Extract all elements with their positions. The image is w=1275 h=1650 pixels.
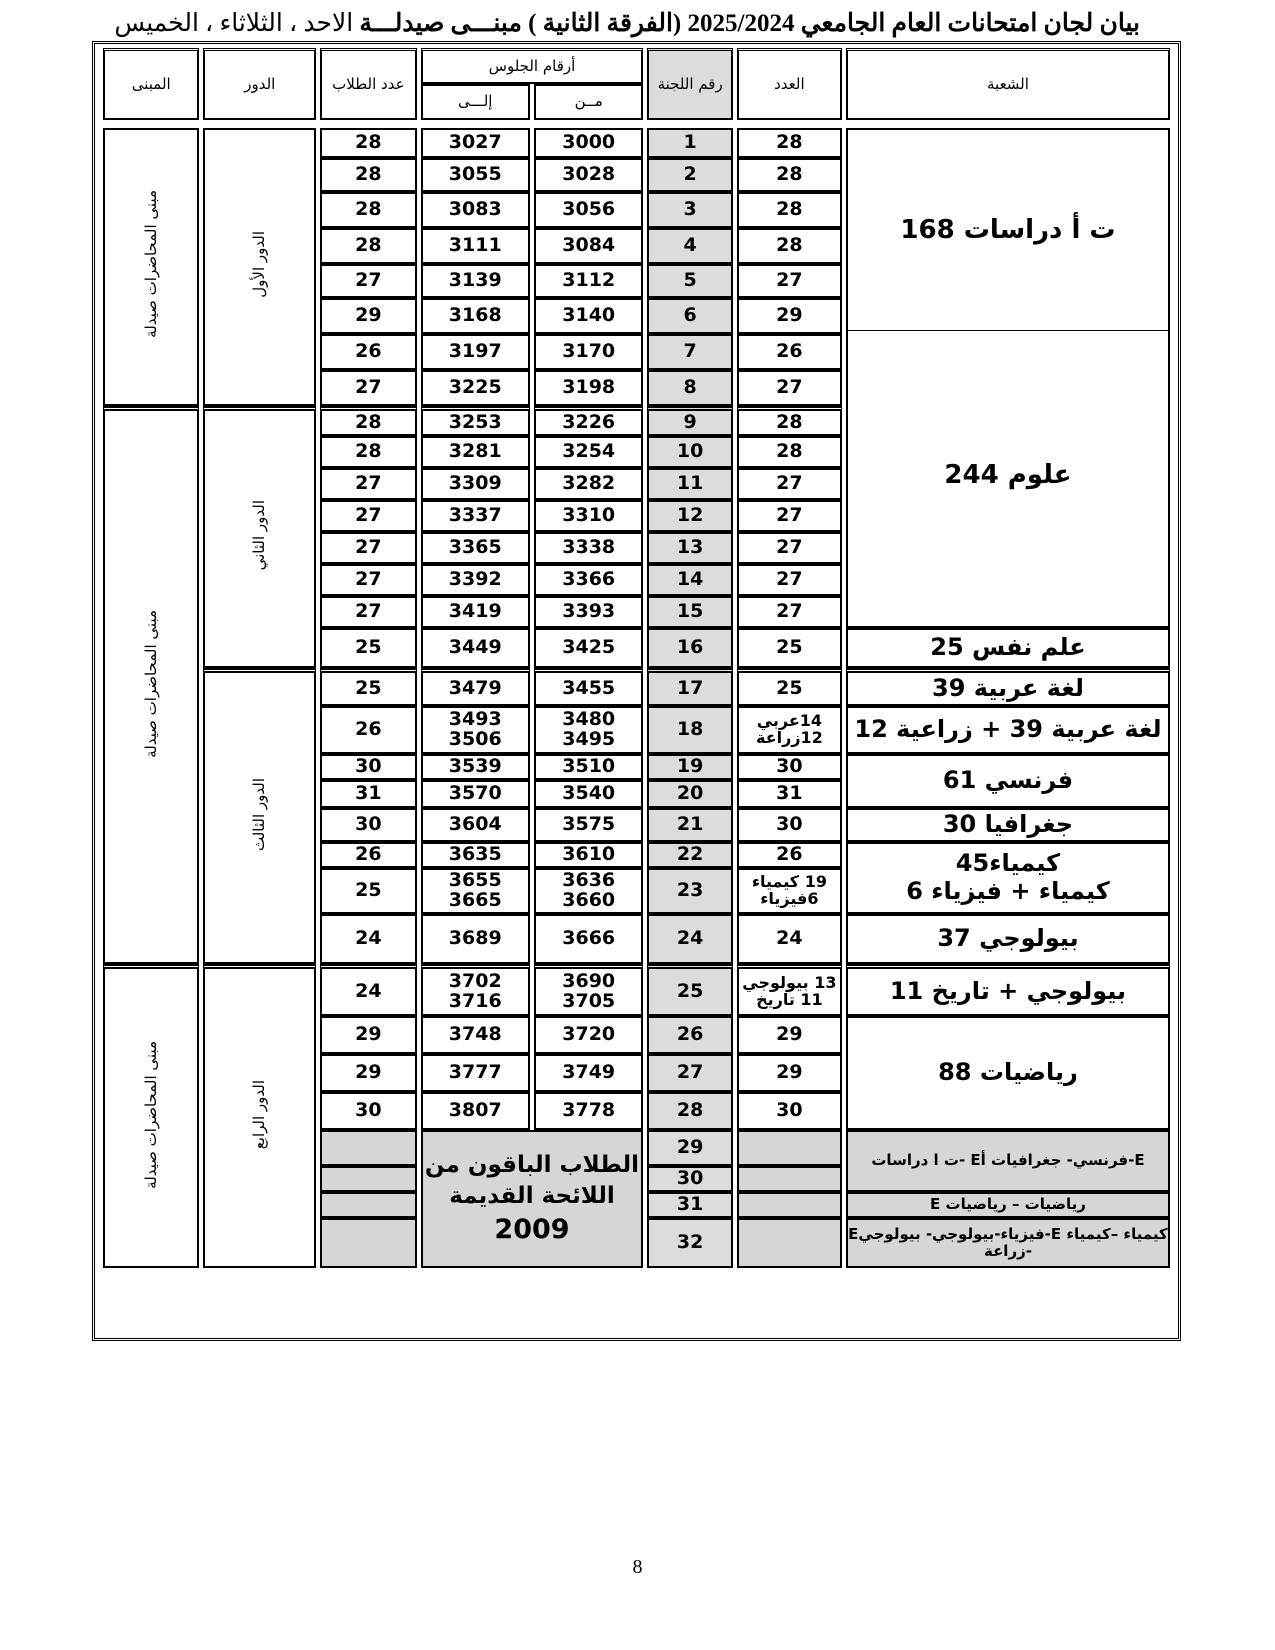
seat-to: 3570 xyxy=(421,780,530,808)
count-part: 14عربي xyxy=(756,711,823,731)
committee-number: 13 xyxy=(647,532,732,564)
count-cell: 28 xyxy=(737,228,842,264)
section-s8 xyxy=(846,842,1170,914)
students-count: 24 xyxy=(320,964,416,1016)
count-cell: 27 xyxy=(737,596,842,628)
count-cell: 27 xyxy=(737,370,842,406)
count-cell: 28 xyxy=(737,436,842,468)
committee-number: 15 xyxy=(647,596,732,628)
committee-number: 30 xyxy=(647,1166,732,1192)
seat-to: 3365 xyxy=(421,532,530,564)
header-count: العدد xyxy=(737,48,842,120)
count-cell xyxy=(737,1218,842,1268)
committee-number: 21 xyxy=(647,808,732,842)
seat-from: 3028 xyxy=(534,158,643,192)
seat-from: 3610 xyxy=(534,842,643,868)
count-cell: 30 xyxy=(737,1092,842,1130)
seat-from: 3140 xyxy=(534,298,643,334)
count-part: 12زراعة xyxy=(755,728,823,747)
round-label: الدور الرابع xyxy=(250,1079,269,1150)
section-s6: فرنسي 61 xyxy=(846,754,1170,808)
committee-number: 23 xyxy=(647,868,732,914)
seat-to-part: 3665 xyxy=(448,889,502,911)
count-cell: 30 xyxy=(737,754,842,780)
seat-to: 3689 xyxy=(421,914,530,964)
seat-to xyxy=(421,964,530,1016)
students-count: 25 xyxy=(320,628,416,668)
table-row xyxy=(103,964,1170,1016)
seat-to: 3807 xyxy=(421,1092,530,1130)
committee-number: 1 xyxy=(647,128,732,158)
seat-to: 3225 xyxy=(421,370,530,406)
section-s2: علوم 244 xyxy=(944,460,1072,490)
section-s8b: كيمياء + فيزياء 6 xyxy=(906,877,1110,905)
seat-from: 3112 xyxy=(534,264,643,298)
seat-from: 3310 xyxy=(534,500,643,532)
seat-from: 3226 xyxy=(534,406,643,436)
section-s14: كيمياء –كيمياء E-فيزياء-بيولوجي- بيولوجيE -زراعة xyxy=(846,1218,1170,1268)
count-cell: 31 xyxy=(737,780,842,808)
table-row xyxy=(103,668,1170,706)
seat-to: 3139 xyxy=(421,264,530,298)
students-count: 29 xyxy=(320,1054,416,1092)
table-row xyxy=(103,128,1170,158)
committee-number: 22 xyxy=(647,842,732,868)
committee-number: 14 xyxy=(647,564,732,596)
committees-table-frame xyxy=(92,41,1181,1341)
title-bold: بيان لجان امتحانات العام الجامعي 2025/2024 (الفرقة الثانية ) مبنـــى صيدلـــة xyxy=(359,10,1140,37)
seat-to: 3309 xyxy=(421,468,530,500)
seat-from: 3170 xyxy=(534,334,643,370)
building-b2 xyxy=(103,406,199,964)
round-r1 xyxy=(203,128,316,406)
students-count: 28 xyxy=(320,406,416,436)
seat-to xyxy=(421,706,530,754)
seat-to-part: 3655 xyxy=(448,869,502,892)
seat-from: 3425 xyxy=(534,628,643,668)
seat-to: 3337 xyxy=(421,500,530,532)
committee-number: 9 xyxy=(647,406,732,436)
seat-from: 3056 xyxy=(534,192,643,228)
old-regulation-note xyxy=(421,1130,644,1268)
seat-from xyxy=(534,964,643,1016)
seat-to: 3539 xyxy=(421,754,530,780)
header-round: الدور xyxy=(203,48,316,120)
count-cell: 29 xyxy=(737,1054,842,1092)
old-note-line2: اللائحة القديمة xyxy=(449,1182,615,1209)
seat-to xyxy=(421,868,530,914)
students-count: 30 xyxy=(320,808,416,842)
seat-from xyxy=(534,706,643,754)
students-count: 27 xyxy=(320,264,416,298)
students-count: 24 xyxy=(320,914,416,964)
section-s13: رياضيات – رياضيات E xyxy=(846,1192,1170,1218)
seat-to: 3168 xyxy=(421,298,530,334)
seat-to: 3604 xyxy=(421,808,530,842)
seat-to: 3449 xyxy=(421,628,530,668)
round-r2 xyxy=(203,406,316,668)
students-count: 27 xyxy=(320,468,416,500)
committee-number: 31 xyxy=(647,1192,732,1218)
old-note-year: 2009 xyxy=(494,1213,570,1245)
students-count: 27 xyxy=(320,596,416,628)
students-count: 28 xyxy=(320,436,416,468)
students-count xyxy=(320,1130,416,1166)
committee-number: 25 xyxy=(647,964,732,1016)
seat-from-part: 3705 xyxy=(562,989,616,1012)
seat-to-part: 3493 xyxy=(448,708,502,731)
round-label: الدور الثاني xyxy=(250,500,269,571)
seat-from: 3198 xyxy=(534,370,643,406)
header-seats: أرقام الجلوس xyxy=(421,48,644,84)
count-cell: 25 xyxy=(737,628,842,668)
students-count xyxy=(320,1218,416,1268)
count-cell: 26 xyxy=(737,334,842,370)
students-count: 28 xyxy=(320,228,416,264)
count-part: 6فيزياء xyxy=(760,889,819,908)
seat-to: 3635 xyxy=(421,842,530,868)
count-cell: 27 xyxy=(737,532,842,564)
count-cell: 29 xyxy=(737,1016,842,1054)
count-cell: 28 xyxy=(737,406,842,436)
students-count: 29 xyxy=(320,1016,416,1054)
seat-from-part: 3480 xyxy=(562,708,616,731)
seat-from: 3540 xyxy=(534,780,643,808)
seat-from-part: 3660 xyxy=(562,889,616,911)
count-cell: 25 xyxy=(737,668,842,706)
seat-from: 3749 xyxy=(534,1054,643,1092)
seat-from: 3084 xyxy=(534,228,643,264)
seat-from: 3778 xyxy=(534,1092,643,1130)
seat-from: 3455 xyxy=(534,668,643,706)
students-count: 28 xyxy=(320,128,416,158)
committee-number: 3 xyxy=(647,192,732,228)
committee-number: 20 xyxy=(647,780,732,808)
header-building: المبنى xyxy=(103,48,199,120)
section-cell xyxy=(846,128,1170,628)
committee-number: 4 xyxy=(647,228,732,264)
count-cell: 28 xyxy=(737,158,842,192)
committee-number: 18 xyxy=(647,706,732,754)
seat-from-part: 3495 xyxy=(562,728,616,750)
round-label: الدور الثالث xyxy=(250,778,269,852)
seat-from: 3510 xyxy=(534,754,643,780)
count-cell xyxy=(737,1130,842,1166)
seat-to-part: 3716 xyxy=(448,989,502,1012)
building-label: مبنى المحاضرات صيدلة xyxy=(141,190,160,338)
seat-from: 3338 xyxy=(534,532,643,564)
header-students: عدد الطلاب xyxy=(320,48,416,120)
committee-number: 27 xyxy=(647,1054,732,1092)
committee-number: 24 xyxy=(647,914,732,964)
count-cell: 29 xyxy=(737,298,842,334)
committee-number: 10 xyxy=(647,436,732,468)
seat-to: 3748 xyxy=(421,1016,530,1054)
committee-number: 8 xyxy=(647,370,732,406)
students-count xyxy=(320,1192,416,1218)
count-cell: 30 xyxy=(737,808,842,842)
seat-to-part: 3702 xyxy=(448,969,502,992)
students-count: 30 xyxy=(320,754,416,780)
students-count: 29 xyxy=(320,298,416,334)
seat-to: 3197 xyxy=(421,334,530,370)
seat-to: 3253 xyxy=(421,406,530,436)
page-number: 8 xyxy=(632,1556,643,1578)
students-count: 25 xyxy=(320,668,416,706)
count-part: 13 بيولوجي xyxy=(742,972,837,992)
students-count: 27 xyxy=(320,370,416,406)
seat-from: 3282 xyxy=(534,468,643,500)
committee-number: 6 xyxy=(647,298,732,334)
students-count: 27 xyxy=(320,532,416,564)
seat-from-part: 3690 xyxy=(562,969,616,992)
students-count xyxy=(320,1166,416,1192)
count-cell: 27 xyxy=(737,500,842,532)
committee-number: 28 xyxy=(647,1092,732,1130)
seat-to: 3479 xyxy=(421,668,530,706)
section-s1: ت أ دراسات 168 xyxy=(846,130,1170,331)
seat-to: 3055 xyxy=(421,158,530,192)
section-s3: علم نفس 25 xyxy=(846,628,1170,668)
committee-number: 7 xyxy=(647,334,732,370)
count-cell xyxy=(737,868,842,914)
students-count: 26 xyxy=(320,334,416,370)
seat-from xyxy=(534,868,643,914)
section-s4: لغة عربية 39 xyxy=(846,668,1170,706)
building-label: مبنى المحاضرات صيدلة xyxy=(141,1040,160,1189)
count-cell: 28 xyxy=(737,192,842,228)
section-s9: بيولوجي 37 xyxy=(846,914,1170,964)
count-cell xyxy=(737,964,842,1016)
seat-from: 3000 xyxy=(534,128,643,158)
old-note-line1: الطلاب الباقون من xyxy=(424,1151,640,1178)
seat-to: 3392 xyxy=(421,564,530,596)
section-s12: E-فرنسي- جغرافيات أE -ت ا دراسات xyxy=(846,1130,1170,1192)
count-cell xyxy=(737,706,842,754)
students-count: 28 xyxy=(320,158,416,192)
seat-from-part: 3636 xyxy=(562,869,616,892)
seat-to: 3027 xyxy=(421,128,530,158)
count-cell: 28 xyxy=(737,128,842,158)
seat-to: 3111 xyxy=(421,228,530,264)
section-s11: رياضيات 88 xyxy=(846,1016,1170,1130)
committee-number: 19 xyxy=(647,754,732,780)
committee-number: 17 xyxy=(647,668,732,706)
count-part: 11 تاريخ xyxy=(756,989,823,1009)
seat-to-part: 3506 xyxy=(448,728,502,750)
building-label: مبنى المحاضرات صيدلة xyxy=(141,609,160,758)
seat-to: 3419 xyxy=(421,596,530,628)
section-s8a: كيمياء45 xyxy=(955,849,1061,878)
count-part: 19 كيمياء xyxy=(751,872,827,892)
committee-number: 5 xyxy=(647,264,732,298)
committee-number: 16 xyxy=(647,628,732,668)
seat-to: 3777 xyxy=(421,1054,530,1092)
building-b3 xyxy=(103,964,199,1268)
section-s5: لغة عربية 39 + زراعية 12 xyxy=(846,706,1170,754)
section-s10: بيولوجي + تاريخ 11 xyxy=(846,964,1170,1016)
students-count: 27 xyxy=(320,564,416,596)
committee-number: 29 xyxy=(647,1130,732,1166)
seat-from: 3575 xyxy=(534,808,643,842)
round-label: الدور الأول xyxy=(250,230,269,298)
students-count: 27 xyxy=(320,500,416,532)
header-from: مــن xyxy=(534,84,643,120)
seat-from: 3720 xyxy=(534,1016,643,1054)
count-cell: 26 xyxy=(737,842,842,868)
page-title xyxy=(114,8,1140,40)
title-days: الاحد ، الثلاثاء ، الخميس xyxy=(114,10,360,37)
students-count: 30 xyxy=(320,1092,416,1130)
committee-number: 26 xyxy=(647,1016,732,1054)
seat-from: 3254 xyxy=(534,436,643,468)
count-cell: 27 xyxy=(737,468,842,500)
table-body xyxy=(103,128,1170,1268)
round-r4 xyxy=(203,964,316,1268)
header-to: إلـــى xyxy=(421,84,530,120)
seat-from: 3366 xyxy=(534,564,643,596)
count-cell: 27 xyxy=(737,564,842,596)
committee-number: 11 xyxy=(647,468,732,500)
students-count: 26 xyxy=(320,842,416,868)
building-b1 xyxy=(103,128,199,406)
header-committee: رقم اللجنة xyxy=(647,48,732,120)
committee-number: 2 xyxy=(647,158,732,192)
students-count: 26 xyxy=(320,706,416,754)
seat-from: 3393 xyxy=(534,596,643,628)
committees-table xyxy=(99,48,1174,1268)
committee-number: 12 xyxy=(647,500,732,532)
count-cell xyxy=(737,1192,842,1218)
count-cell: 27 xyxy=(737,264,842,298)
seat-to: 3083 xyxy=(421,192,530,228)
section-s7: جغرافيا 30 xyxy=(846,808,1170,842)
students-count: 28 xyxy=(320,192,416,228)
seat-from: 3666 xyxy=(534,914,643,964)
count-cell: 24 xyxy=(737,914,842,964)
header-section: الشعبة xyxy=(846,48,1170,120)
seat-to: 3281 xyxy=(421,436,530,468)
round-r3 xyxy=(203,668,316,964)
committee-number: 32 xyxy=(647,1218,732,1268)
students-count: 25 xyxy=(320,868,416,914)
count-cell xyxy=(737,1166,842,1192)
students-count: 31 xyxy=(320,780,416,808)
